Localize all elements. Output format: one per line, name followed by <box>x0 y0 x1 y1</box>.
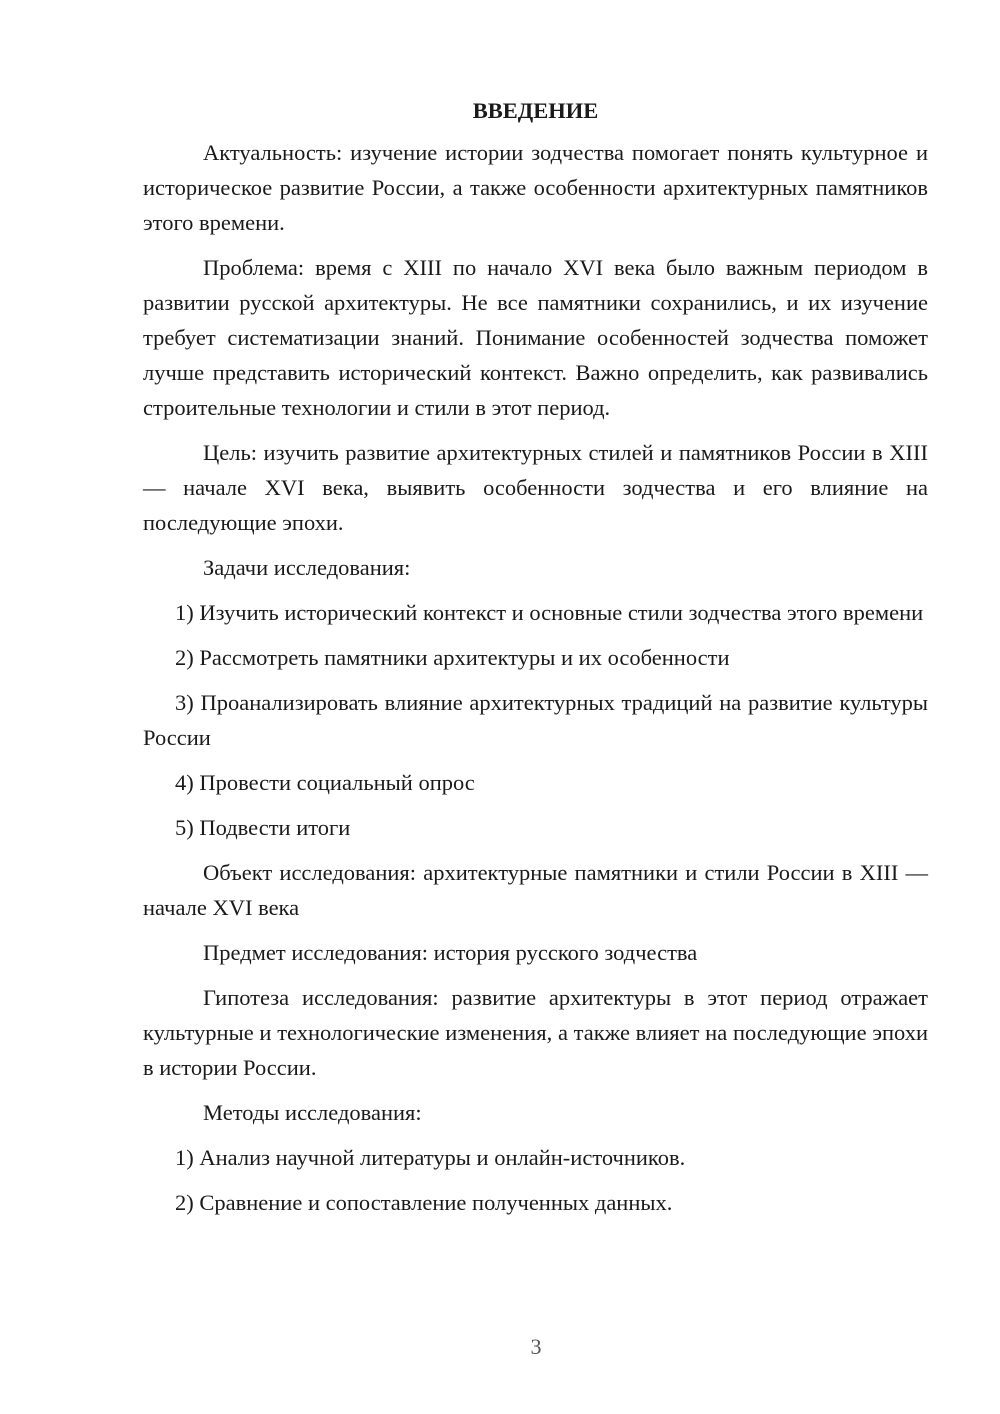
object-paragraph: Объект исследования: архитектурные памятники и стили России в XIII — начале XVI века <box>143 860 928 920</box>
problem-paragraph: Проблема: время с XIII по начало XVI века было важным периодом в развитии русской архитектуры. Не все памятники сохранились, и их изучение требует систематизации знаний. Понимание особенностей зодчества поможет лучше представить исторический контекст. Важно определить, как развивались строительные технологии и стили в этот период. <box>143 255 928 420</box>
task-item: 5) Подвести итоги <box>175 815 351 840</box>
task-item: 4) Провести социальный опрос <box>175 770 475 795</box>
page-number: 3 <box>530 1334 542 1359</box>
method-item: 1) Анализ научной литературы и онлайн-источников. <box>175 1145 686 1170</box>
document-page <box>143 96 928 1230</box>
page-title: ВВЕДЕНИЕ <box>472 98 599 123</box>
methods-heading: Методы исследования: <box>203 1100 422 1125</box>
tasks-heading: Задачи исследования: <box>203 555 411 580</box>
hypothesis-paragraph: Гипотеза исследования: развитие архитектуры в этот период отражает культурные и технологические изменения, а также влияет на последующие эпохи в истории России. <box>143 985 928 1080</box>
task-item: 2) Рассмотреть памятники архитектуры и их особенности <box>175 645 730 670</box>
relevance-paragraph: Актуальность: изучение истории зодчества помогает понять культурное и историческое развитие России, а также особенности архитектурных памятников этого времени. <box>143 140 928 235</box>
task-item: 3) Проанализировать влияние архитектурных традиций на развитие культуры России <box>143 690 928 750</box>
task-item: 1) Изучить исторический контекст и основные стили зодчества этого времени <box>175 600 924 625</box>
subject-paragraph: Предмет исследования: история русского зодчества <box>203 940 698 965</box>
goal-paragraph: Цель: изучить развитие архитектурных стилей и памятников России в XIII — начале XVI века, выявить особенности зодчества и его влияние на последующие эпохи. <box>143 440 928 535</box>
method-item: 2) Сравнение и сопоставление полученных данных. <box>175 1190 673 1215</box>
